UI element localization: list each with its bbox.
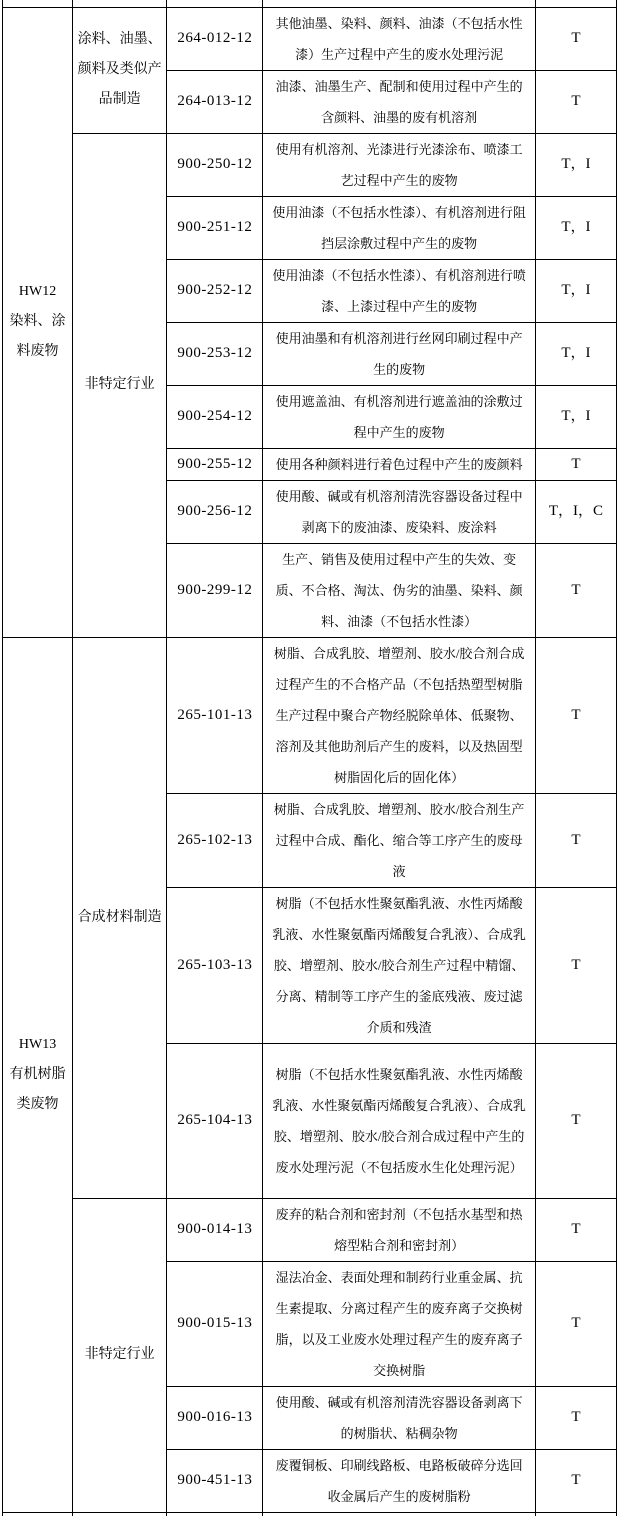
waste-description-cell: 生产、销售及使用过程中产生的失效、变质、不合格、淘汰、伪劣的油墨、染料、颜料、油漆（不包括水性漆） — [263, 543, 535, 637]
waste-code-cell: 265-102-13 — [167, 793, 263, 887]
waste-description-cell: 使用油漆（不包括水性漆）、有机溶剂进行阻挡层涂敷过程中产生的废物 — [263, 196, 535, 259]
industry-cell: 合成材料制造 — [73, 637, 167, 1198]
hazard-property-cell: T — [535, 793, 616, 887]
hazard-property-cell: T — [535, 70, 616, 133]
industry-cell: 涂料、油墨、颜料及类似产品制造 — [73, 7, 167, 133]
cropped-cell — [73, 0, 167, 7]
waste-description-cell: 废覆铜板、印刷线路板、电路板破碎分选回收金属后产生的废树脂粉 — [263, 1449, 535, 1512]
waste-code-cell: 900-256-12 — [167, 480, 263, 543]
cropped-cell — [3, 1512, 73, 1516]
cropped-bottom-band — [3, 1512, 617, 1516]
waste-code-cell: 900-252-12 — [167, 259, 263, 322]
waste-description-cell: 使用酸、碱或有机溶剂清洗容器设备剥离下的树脂状、粘稠杂物 — [263, 1386, 535, 1449]
hazard-property-cell: T — [535, 448, 616, 480]
hw-code-label: HW12 — [18, 284, 57, 299]
hazard-property-cell: T，I — [535, 133, 616, 196]
waste-description-cell: 树脂（不包括水性聚氨酯乳液、水性丙烯酸乳液、水性聚氨酯丙烯酸复合乳液）、合成乳胶、增塑剂、胶水/胶合剂合成过程中产生的废水处理污泥（不包括废水生化处理污泥） — [263, 1043, 535, 1198]
waste-table-body — [3, 7, 617, 1512]
hazard-property-cell: T，I — [535, 196, 616, 259]
hw-category-cell — [3, 637, 73, 1512]
waste-code-cell: 900-254-12 — [167, 385, 263, 448]
hazard-property-cell: T — [535, 1261, 616, 1386]
industry-cell: 非特定行业 — [73, 133, 167, 637]
cropped-cell — [3, 0, 73, 7]
hw-category-cell — [3, 7, 73, 637]
hazard-property-cell: T，I — [535, 322, 616, 385]
waste-code-cell: 900-451-13 — [167, 1449, 263, 1512]
waste-code-cell: 265-101-13 — [167, 637, 263, 793]
waste-description-cell: 废弃的粘合剂和密封剂（不包括水基型和热熔型粘合剂和密封剂） — [263, 1198, 535, 1261]
waste-code-cell: 264-013-12 — [167, 70, 263, 133]
waste-code-cell: 900-251-12 — [167, 196, 263, 259]
waste-code-cell: 900-299-12 — [167, 543, 263, 637]
cropped-cell — [167, 0, 263, 7]
hw-code-label: HW13 — [18, 1036, 57, 1052]
waste-description-cell: 湿法冶金、表面处理和制药行业重金属、抗生素提取、分离过程产生的废弃离子交换树脂，以及工业废水处理过程产生的废弃离子交换树脂 — [263, 1261, 535, 1386]
hazard-property-cell: T — [535, 7, 616, 70]
hazard-property-cell: T，I，C — [535, 480, 616, 543]
industry-cell: 非特定行业 — [73, 1198, 167, 1512]
hazard-property-cell: T，I — [535, 259, 616, 322]
waste-code-cell: 900-016-13 — [167, 1386, 263, 1449]
cropped-cell — [535, 0, 616, 7]
waste-code-cell: 900-014-13 — [167, 1198, 263, 1261]
waste-row — [3, 637, 617, 793]
hazard-property-cell: T — [535, 1043, 616, 1198]
waste-row — [3, 133, 617, 196]
hazard-property-cell: T — [535, 1449, 616, 1512]
waste-code-cell: 900-250-12 — [167, 133, 263, 196]
cropped-cell — [263, 0, 535, 7]
waste-description-cell: 树脂、合成乳胶、增塑剂、胶水/胶合剂合成过程产生的不合格产品（不包括热塑型树脂生产过程中聚合产物经脱除单体、低聚物、溶剂及其他助剂后产生的废料，以及热固型树脂固化后的固化体） — [263, 637, 535, 793]
hazard-property-cell: T — [535, 637, 616, 793]
hazard-property-cell: T — [535, 1198, 616, 1261]
waste-code-cell: 900-253-12 — [167, 322, 263, 385]
waste-description-cell: 树脂（不包括水性聚氨酯乳液、水性丙烯酸乳液、水性聚氨酯丙烯酸复合乳液）、合成乳胶、增塑剂、胶水/胶合剂生产过程中精馏、分离、精制等工序产生的釜底残液、废过滤介质和残渣 — [263, 887, 535, 1043]
hazardous-waste-table — [2, 0, 617, 1516]
cropped-cell — [167, 1512, 263, 1516]
waste-row — [3, 1198, 617, 1261]
cropped-row-top — [3, 0, 617, 7]
waste-row — [3, 7, 617, 70]
waste-description-cell: 油漆、油墨生产、配制和使用过程中产生的含颜料、油墨的废有机溶剂 — [263, 70, 535, 133]
waste-code-cell: 265-104-13 — [167, 1043, 263, 1198]
cropped-cell — [535, 1512, 616, 1516]
waste-code-cell: 900-255-12 — [167, 448, 263, 480]
hazard-property-cell: T，I — [535, 385, 616, 448]
waste-description-cell: 使用油墨和有机溶剂进行丝网印刷过程中产生的废物 — [263, 322, 535, 385]
hw-name-label: 有机树脂类废物 — [9, 1066, 66, 1112]
waste-code-cell: 900-015-13 — [167, 1261, 263, 1386]
waste-description-cell: 使用有机溶剂、光漆进行光漆涂布、喷漆工艺过程中产生的废物 — [263, 133, 535, 196]
waste-description-cell: 其他油墨、染料、颜料、油漆（不包括水性漆）生产过程中产生的废水处理污泥 — [263, 7, 535, 70]
cropped-cell — [73, 1512, 167, 1516]
hazard-property-cell: T — [535, 1386, 616, 1449]
waste-code-cell: 265-103-13 — [167, 887, 263, 1043]
waste-description-cell: 使用酸、碱或有机溶剂清洗容器设备过程中剥离下的废油漆、废染料、废涂料 — [263, 480, 535, 543]
hazard-property-cell: T — [535, 887, 616, 1043]
cropped-top-band — [3, 0, 617, 7]
waste-description-cell: 使用遮盖油、有机溶剂进行遮盖油的涂敷过程中产生的废物 — [263, 385, 535, 448]
cropped-cell — [263, 1512, 535, 1516]
waste-description-cell: 树脂、合成乳胶、增塑剂、胶水/胶合剂生产过程中合成、酯化、缩合等工序产生的废母液 — [263, 793, 535, 887]
waste-code-cell: 264-012-12 — [167, 7, 263, 70]
waste-description-cell: 使用各种颜料进行着色过程中产生的废颜料 — [263, 448, 535, 480]
hazard-property-cell: T — [535, 543, 616, 637]
waste-description-cell: 使用油漆（不包括水性漆）、有机溶剂进行喷漆、上漆过程中产生的废物 — [263, 259, 535, 322]
hw-name-label: 染料、涂料废物 — [9, 314, 66, 359]
cropped-row-bottom — [3, 1512, 617, 1516]
